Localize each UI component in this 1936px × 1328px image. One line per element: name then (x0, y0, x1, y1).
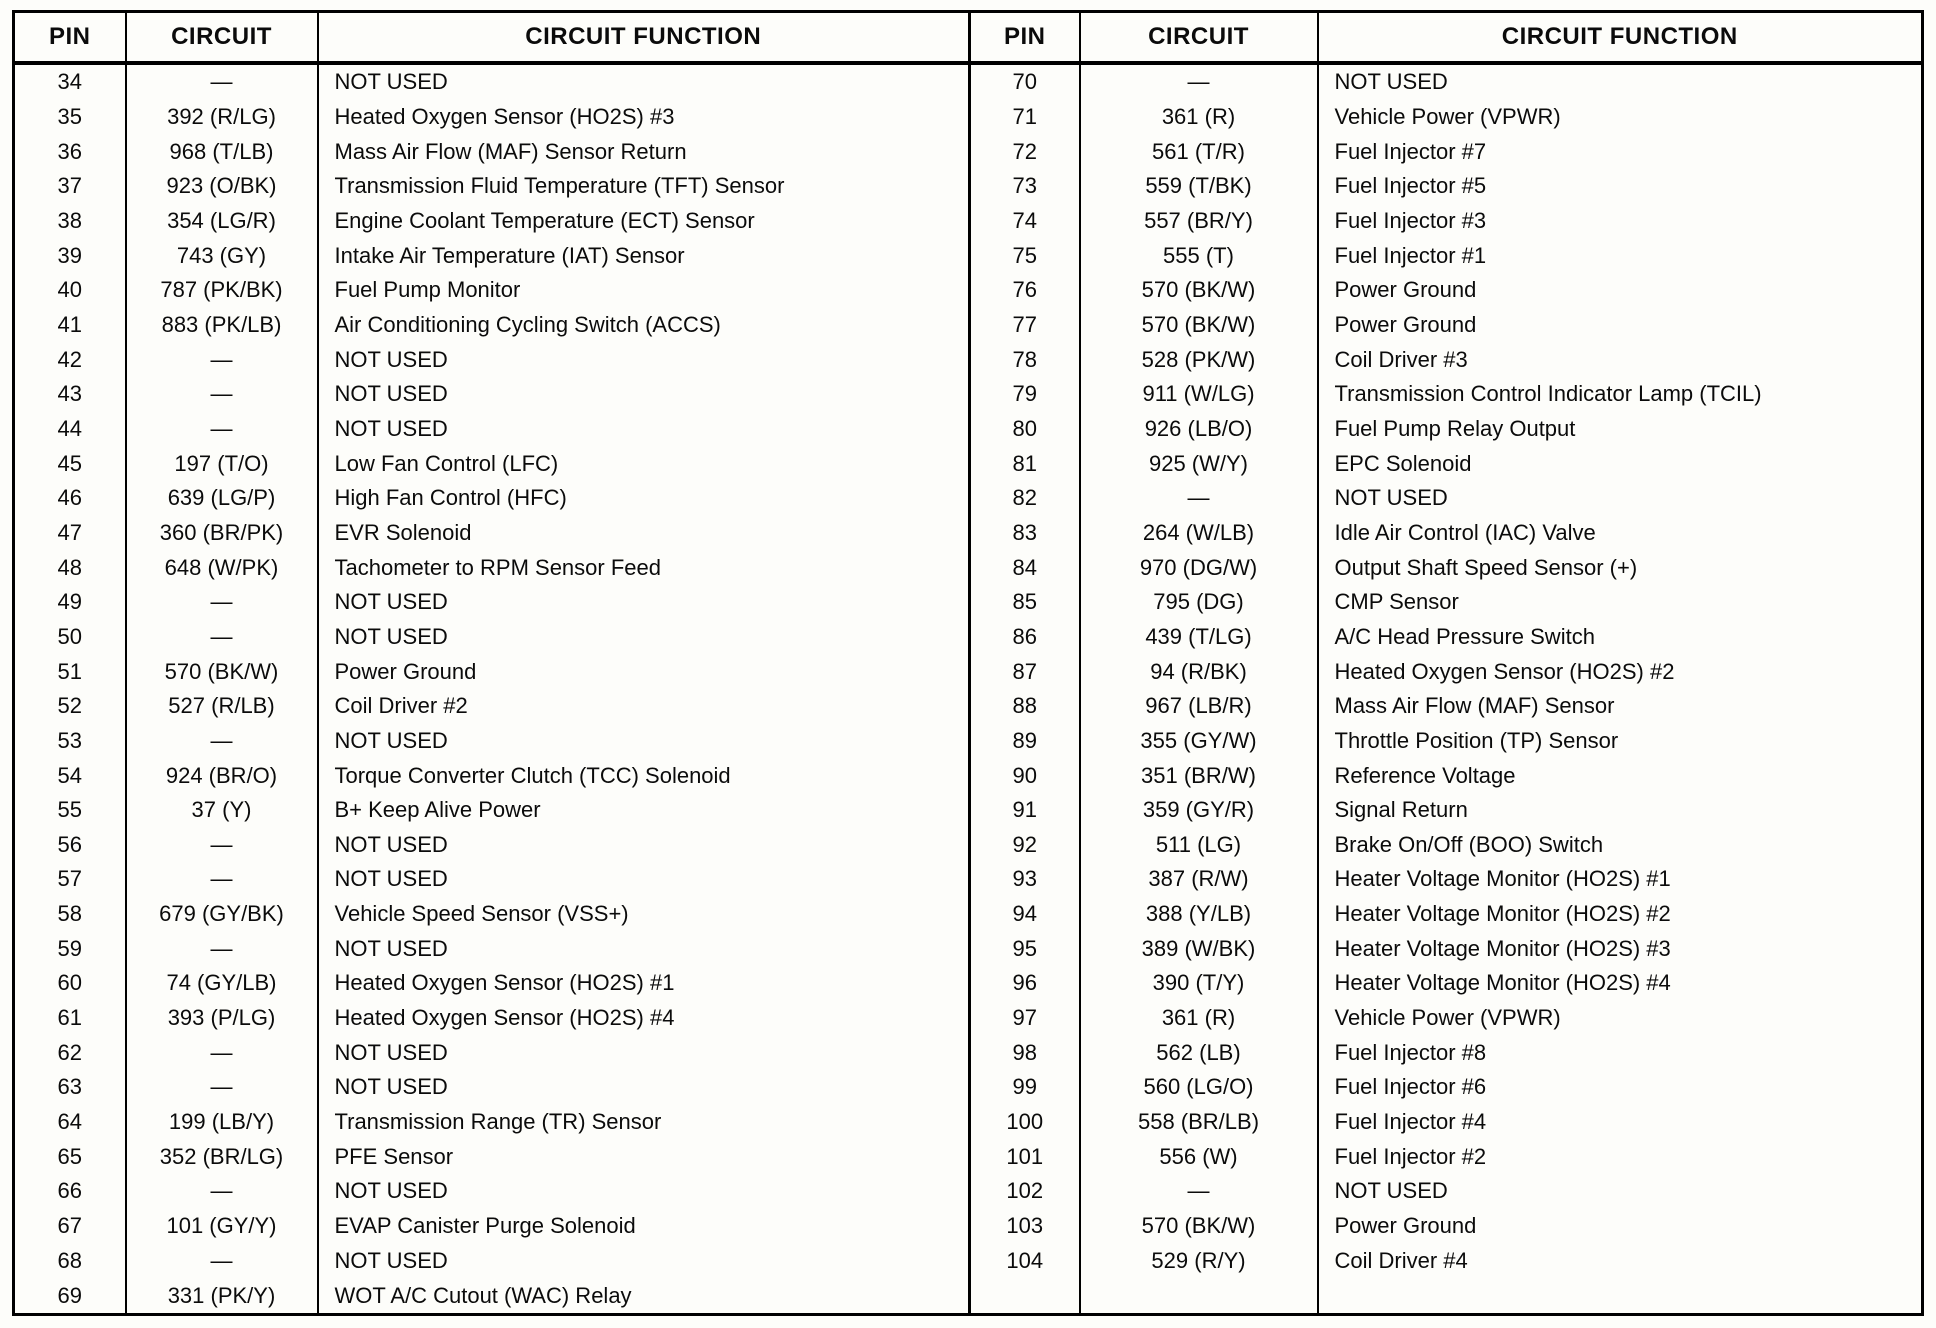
pin-cell: 68 (57, 1247, 82, 1273)
pin-cell: 103 (970, 1209, 1080, 1244)
pin-cell: 49 (57, 589, 82, 615)
circuit-cell: — (126, 377, 318, 412)
circuit-cell: 570 (BK/W) (1080, 273, 1318, 308)
circuit-function-cell: Power Ground (318, 654, 970, 689)
table-row (14, 1139, 1923, 1174)
circuit-cell: 390 (T/Y) (1080, 966, 1318, 1001)
circuit-cell: 355 (GY/W) (1080, 724, 1318, 759)
circuit-function-cell: CMP Sensor (1318, 585, 1923, 620)
circuit-cell: 558 (BR/LB) (1080, 1105, 1318, 1140)
pin-cell: 78 (970, 342, 1080, 377)
pin-cell: 98 (970, 1035, 1080, 1070)
circuit-cell: 883 (PK/LB) (126, 308, 318, 343)
circuit-function-cell: Transmission Fluid Temperature (TFT) Sensor (318, 169, 970, 204)
circuit-cell: 351 (BR/W) (1080, 758, 1318, 793)
circuit-function-cell: EVR Solenoid (318, 516, 970, 551)
pin-cell: 59 (57, 935, 82, 961)
circuit-function-cell: Idle Air Control (IAC) Valve (1318, 516, 1923, 551)
circuit-function-cell: NOT USED (318, 63, 970, 100)
pin-cell: 104 (970, 1243, 1080, 1278)
circuit-function-cell: Tachometer to RPM Sensor Feed (318, 550, 970, 585)
pin-cell: 38 (57, 208, 82, 233)
circuit-function-cell: Throttle Position (TP) Sensor (1318, 724, 1923, 759)
pin-cell: 43 (57, 381, 82, 407)
table-row (14, 724, 1923, 759)
circuit-cell: — (126, 1035, 318, 1070)
pin-cell: 95 (970, 931, 1080, 966)
circuit-cell: — (126, 1243, 318, 1278)
pin-cell: 77 (970, 308, 1080, 343)
circuit-function-cell: NOT USED (1318, 1174, 1923, 1209)
circuit-function-cell: NOT USED (318, 724, 970, 759)
circuit-function-cell: Low Fan Control (LFC) (318, 446, 970, 481)
circuit-function-cell: A/C Head Pressure Switch (1318, 620, 1923, 655)
pin-cell: 100 (970, 1105, 1080, 1140)
circuit-function-cell: PFE Sensor (318, 1139, 970, 1174)
circuit-cell: 354 (LG/R) (126, 204, 318, 239)
table-row (14, 758, 1923, 793)
circuit-cell: — (126, 412, 318, 447)
pin-cell: 94 (970, 897, 1080, 932)
circuit-function-cell: NOT USED (318, 1070, 970, 1105)
circuit-cell: 925 (W/Y) (1080, 446, 1318, 481)
circuit-cell: — (126, 862, 318, 897)
pin-cell: 84 (970, 550, 1080, 585)
table-row (14, 204, 1923, 239)
circuit-cell (1080, 1278, 1318, 1314)
circuit-function-cell: Vehicle Speed Sensor (VSS+) (318, 897, 970, 932)
pin-cell: 48 (57, 554, 82, 580)
circuit-cell: 639 (LG/P) (126, 481, 318, 516)
table-row (14, 1209, 1923, 1244)
circuit-function-cell: NOT USED (1318, 481, 1923, 516)
pin-cell: 90 (970, 758, 1080, 793)
circuit-function-cell: High Fan Control (HFC) (318, 481, 970, 516)
table-row (14, 793, 1923, 828)
circuit-cell: 389 (W/BK) (1080, 931, 1318, 966)
circuit-cell: — (126, 63, 318, 100)
header-circuit-left: CIRCUIT (126, 12, 318, 64)
pin-cell: 60 (57, 970, 82, 996)
circuit-function-cell: B+ Keep Alive Power (318, 793, 970, 828)
table-row (14, 238, 1923, 273)
pin-cell: 44 (57, 415, 82, 441)
table-row (14, 63, 1923, 100)
pin-cell: 34 (57, 69, 82, 95)
pin-cell: 92 (970, 827, 1080, 862)
pin-cell: 81 (970, 446, 1080, 481)
circuit-cell: 439 (T/LG) (1080, 620, 1318, 655)
circuit-function-cell: Fuel Injector #2 (1318, 1139, 1923, 1174)
circuit-function-cell: NOT USED (1318, 63, 1923, 100)
header-circuit-function-right: CIRCUIT FUNCTION (1318, 12, 1923, 64)
table-row (14, 550, 1923, 585)
circuit-function-cell: Torque Converter Clutch (TCC) Solenoid (318, 758, 970, 793)
pin-cell: 101 (970, 1139, 1080, 1174)
circuit-function-cell: Fuel Injector #1 (1318, 238, 1923, 273)
circuit-function-cell: Fuel Pump Monitor (318, 273, 970, 308)
circuit-cell: 331 (PK/Y) (126, 1278, 318, 1314)
circuit-cell: — (126, 1070, 318, 1105)
circuit-cell: — (126, 342, 318, 377)
circuit-function-cell: Heater Voltage Monitor (HO2S) #2 (1318, 897, 1923, 932)
table-row (14, 412, 1923, 447)
circuit-function-cell: NOT USED (318, 862, 970, 897)
pin-cell: 99 (970, 1070, 1080, 1105)
table-row (14, 862, 1923, 897)
circuit-function-cell: Power Ground (1318, 308, 1923, 343)
circuit-cell: 360 (BR/PK) (126, 516, 318, 551)
circuit-cell: 560 (LG/O) (1080, 1070, 1318, 1105)
circuit-cell: 970 (DG/W) (1080, 550, 1318, 585)
pin-cell: 40 (57, 277, 82, 303)
circuit-cell: 561 (T/R) (1080, 134, 1318, 169)
circuit-cell: 795 (DG) (1080, 585, 1318, 620)
circuit-cell: 570 (BK/W) (126, 654, 318, 689)
pin-cell: 63 (57, 1074, 82, 1100)
table-row (14, 446, 1923, 481)
circuit-function-cell: Mass Air Flow (MAF) Sensor Return (318, 134, 970, 169)
circuit-cell: 387 (R/W) (1080, 862, 1318, 897)
table-row (14, 273, 1923, 308)
pin-cell: 69 (57, 1282, 82, 1308)
circuit-function-cell: Transmission Control Indicator Lamp (TCIL) (1318, 377, 1923, 412)
pin-cell: 61 (57, 1005, 82, 1031)
table-row (14, 1105, 1923, 1140)
table-row (14, 100, 1923, 135)
header-row (14, 12, 1923, 64)
circuit-cell: 388 (Y/LB) (1080, 897, 1318, 932)
circuit-function-cell (1318, 1278, 1923, 1314)
pin-cell: 89 (970, 724, 1080, 759)
pin-cell: 54 (57, 762, 82, 788)
table-row (14, 1278, 1923, 1314)
circuit-cell: 37 (Y) (126, 793, 318, 828)
circuit-function-cell: Heated Oxygen Sensor (HO2S) #2 (1318, 654, 1923, 689)
circuit-function-cell: Heated Oxygen Sensor (HO2S) #3 (318, 100, 970, 135)
pin-cell: 80 (970, 412, 1080, 447)
pin-cell: 72 (970, 134, 1080, 169)
table-row (14, 342, 1923, 377)
table-row (14, 1001, 1923, 1036)
circuit-cell: 74 (GY/LB) (126, 966, 318, 1001)
pin-cell: 70 (970, 63, 1080, 100)
pin-cell: 55 (57, 797, 82, 823)
circuit-function-cell: Power Ground (1318, 1209, 1923, 1244)
circuit-cell: 679 (GY/BK) (126, 897, 318, 932)
circuit-cell: 911 (W/LG) (1080, 377, 1318, 412)
header-pin-left: PIN (14, 12, 126, 64)
pin-cell: 88 (970, 689, 1080, 724)
table-row (14, 966, 1923, 1001)
circuit-cell: — (1080, 63, 1318, 100)
pin-cell: 53 (57, 727, 82, 753)
circuit-cell: 967 (LB/R) (1080, 689, 1318, 724)
table-row (14, 134, 1923, 169)
circuit-function-cell: Heated Oxygen Sensor (HO2S) #4 (318, 1001, 970, 1036)
circuit-cell: — (126, 724, 318, 759)
circuit-cell: 393 (P/LG) (126, 1001, 318, 1036)
circuit-function-cell: Vehicle Power (VPWR) (1318, 1001, 1923, 1036)
circuit-function-cell: Fuel Injector #8 (1318, 1035, 1923, 1070)
circuit-cell: — (1080, 1174, 1318, 1209)
pin-cell: 79 (970, 377, 1080, 412)
pin-cell: 67 (57, 1213, 82, 1239)
circuit-function-cell: Heater Voltage Monitor (HO2S) #3 (1318, 931, 1923, 966)
circuit-function-cell: NOT USED (318, 1243, 970, 1278)
pin-cell: 37 (57, 173, 82, 199)
pin-cell: 57 (57, 866, 82, 892)
circuit-cell: 555 (T) (1080, 238, 1318, 273)
circuit-function-cell: NOT USED (318, 620, 970, 655)
circuit-function-cell: NOT USED (318, 931, 970, 966)
pin-cell: 75 (970, 238, 1080, 273)
circuit-cell: 511 (LG) (1080, 827, 1318, 862)
pin-cell: 87 (970, 654, 1080, 689)
pin-cell: 91 (970, 793, 1080, 828)
circuit-cell: 392 (R/LG) (126, 100, 318, 135)
table-row (14, 654, 1923, 689)
pin-cell: 47 (57, 519, 82, 545)
pin-cell: 64 (57, 1109, 82, 1135)
circuit-function-cell: Coil Driver #2 (318, 689, 970, 724)
circuit-function-cell: NOT USED (318, 827, 970, 862)
circuit-cell: 361 (R) (1080, 1001, 1318, 1036)
circuit-function-cell: Fuel Injector #7 (1318, 134, 1923, 169)
table-row (14, 481, 1923, 516)
circuit-function-cell: Signal Return (1318, 793, 1923, 828)
pin-cell: 36 (57, 138, 82, 164)
pin-cell (970, 1278, 1080, 1314)
pin-cell: 39 (57, 242, 82, 268)
pin-cell: 66 (57, 1178, 82, 1204)
pin-cell: 86 (970, 620, 1080, 655)
circuit-function-cell: Fuel Injector #4 (1318, 1105, 1923, 1140)
circuit-cell: 570 (BK/W) (1080, 308, 1318, 343)
table-row (14, 169, 1923, 204)
pin-cell: 62 (57, 1039, 82, 1065)
circuit-function-cell: Heated Oxygen Sensor (HO2S) #1 (318, 966, 970, 1001)
header-circuit-function-left: CIRCUIT FUNCTION (318, 12, 970, 64)
pin-cell: 71 (970, 100, 1080, 135)
table-row (14, 931, 1923, 966)
circuit-function-cell: Vehicle Power (VPWR) (1318, 100, 1923, 135)
circuit-cell: 926 (LB/O) (1080, 412, 1318, 447)
circuit-function-cell: Fuel Injector #3 (1318, 204, 1923, 239)
pin-cell: 65 (57, 1143, 82, 1169)
circuit-function-cell: WOT A/C Cutout (WAC) Relay (318, 1278, 970, 1314)
table-row (14, 1174, 1923, 1209)
circuit-function-cell: NOT USED (318, 342, 970, 377)
circuit-function-cell: Heater Voltage Monitor (HO2S) #1 (1318, 862, 1923, 897)
pin-cell: 96 (970, 966, 1080, 1001)
circuit-cell: 528 (PK/W) (1080, 342, 1318, 377)
circuit-cell: 787 (PK/BK) (126, 273, 318, 308)
circuit-cell: 197 (T/O) (126, 446, 318, 481)
circuit-function-cell: EPC Solenoid (1318, 446, 1923, 481)
pin-cell: 102 (970, 1174, 1080, 1209)
circuit-cell: 743 (GY) (126, 238, 318, 273)
circuit-function-cell: Fuel Injector #6 (1318, 1070, 1923, 1105)
circuit-cell: 101 (GY/Y) (126, 1209, 318, 1244)
circuit-function-cell: Mass Air Flow (MAF) Sensor (1318, 689, 1923, 724)
circuit-cell: 562 (LB) (1080, 1035, 1318, 1070)
table-row (14, 585, 1923, 620)
circuit-cell: — (1080, 481, 1318, 516)
circuit-cell: 556 (W) (1080, 1139, 1318, 1174)
pin-cell: 85 (970, 585, 1080, 620)
circuit-function-cell: Intake Air Temperature (IAT) Sensor (318, 238, 970, 273)
circuit-function-cell: NOT USED (318, 1035, 970, 1070)
pin-cell: 42 (57, 346, 82, 372)
circuit-function-cell: NOT USED (318, 585, 970, 620)
header-circuit-right: CIRCUIT (1080, 12, 1318, 64)
circuit-function-cell: Fuel Injector #5 (1318, 169, 1923, 204)
circuit-cell: 559 (T/BK) (1080, 169, 1318, 204)
table-row (14, 1035, 1923, 1070)
pin-cell: 93 (970, 862, 1080, 897)
circuit-cell: 264 (W/LB) (1080, 516, 1318, 551)
circuit-cell: 94 (R/BK) (1080, 654, 1318, 689)
circuit-function-cell: NOT USED (318, 412, 970, 447)
circuit-function-cell: Heater Voltage Monitor (HO2S) #4 (1318, 966, 1923, 1001)
pin-cell: 82 (970, 481, 1080, 516)
circuit-cell: — (126, 827, 318, 862)
pin-cell: 41 (57, 311, 82, 337)
circuit-cell: — (126, 585, 318, 620)
circuit-cell: — (126, 620, 318, 655)
table-row (14, 1070, 1923, 1105)
pin-cell: 74 (970, 204, 1080, 239)
pin-cell: 52 (57, 693, 82, 719)
pin-cell: 50 (57, 623, 82, 649)
circuit-function-cell: EVAP Canister Purge Solenoid (318, 1209, 970, 1244)
circuit-cell: 923 (O/BK) (126, 169, 318, 204)
circuit-function-cell: Transmission Range (TR) Sensor (318, 1105, 970, 1140)
circuit-cell: 199 (LB/Y) (126, 1105, 318, 1140)
circuit-function-cell: Engine Coolant Temperature (ECT) Sensor (318, 204, 970, 239)
table-row (14, 377, 1923, 412)
table-row (14, 827, 1923, 862)
circuit-cell: 968 (T/LB) (126, 134, 318, 169)
circuit-function-cell: Brake On/Off (BOO) Switch (1318, 827, 1923, 862)
table-row (14, 308, 1923, 343)
circuit-cell: 529 (R/Y) (1080, 1243, 1318, 1278)
circuit-cell: 361 (R) (1080, 100, 1318, 135)
circuit-function-cell: NOT USED (318, 377, 970, 412)
pin-cell: 35 (57, 104, 82, 130)
pin-cell: 83 (970, 516, 1080, 551)
pin-cell: 76 (970, 273, 1080, 308)
circuit-cell: 648 (W/PK) (126, 550, 318, 585)
pin-cell: 56 (57, 831, 82, 857)
table-row (14, 620, 1923, 655)
circuit-cell: — (126, 931, 318, 966)
circuit-cell: 557 (BR/Y) (1080, 204, 1318, 239)
circuit-function-cell: Fuel Pump Relay Output (1318, 412, 1923, 447)
circuit-cell: — (126, 1174, 318, 1209)
circuit-function-cell: Reference Voltage (1318, 758, 1923, 793)
circuit-cell: 570 (BK/W) (1080, 1209, 1318, 1244)
circuit-function-cell: Coil Driver #4 (1318, 1243, 1923, 1278)
circuit-cell: 352 (BR/LG) (126, 1139, 318, 1174)
pin-cell: 58 (57, 901, 82, 927)
table-row (14, 897, 1923, 932)
pinout-table-body (14, 63, 1923, 1315)
pin-cell: 46 (57, 485, 82, 511)
circuit-function-cell: Coil Driver #3 (1318, 342, 1923, 377)
circuit-function-cell: Power Ground (1318, 273, 1923, 308)
pcm-pinout-table (12, 10, 1924, 1316)
pin-cell: 97 (970, 1001, 1080, 1036)
pin-cell: 45 (57, 450, 82, 476)
table-row (14, 516, 1923, 551)
table-row (14, 689, 1923, 724)
circuit-cell: 359 (GY/R) (1080, 793, 1318, 828)
header-pin-right: PIN (970, 12, 1080, 64)
circuit-function-cell: Output Shaft Speed Sensor (+) (1318, 550, 1923, 585)
circuit-function-cell: NOT USED (318, 1174, 970, 1209)
pin-cell: 73 (970, 169, 1080, 204)
circuit-cell: 924 (BR/O) (126, 758, 318, 793)
pin-cell: 51 (57, 658, 82, 684)
circuit-function-cell: Air Conditioning Cycling Switch (ACCS) (318, 308, 970, 343)
circuit-cell: 527 (R/LB) (126, 689, 318, 724)
table-row (14, 1243, 1923, 1278)
